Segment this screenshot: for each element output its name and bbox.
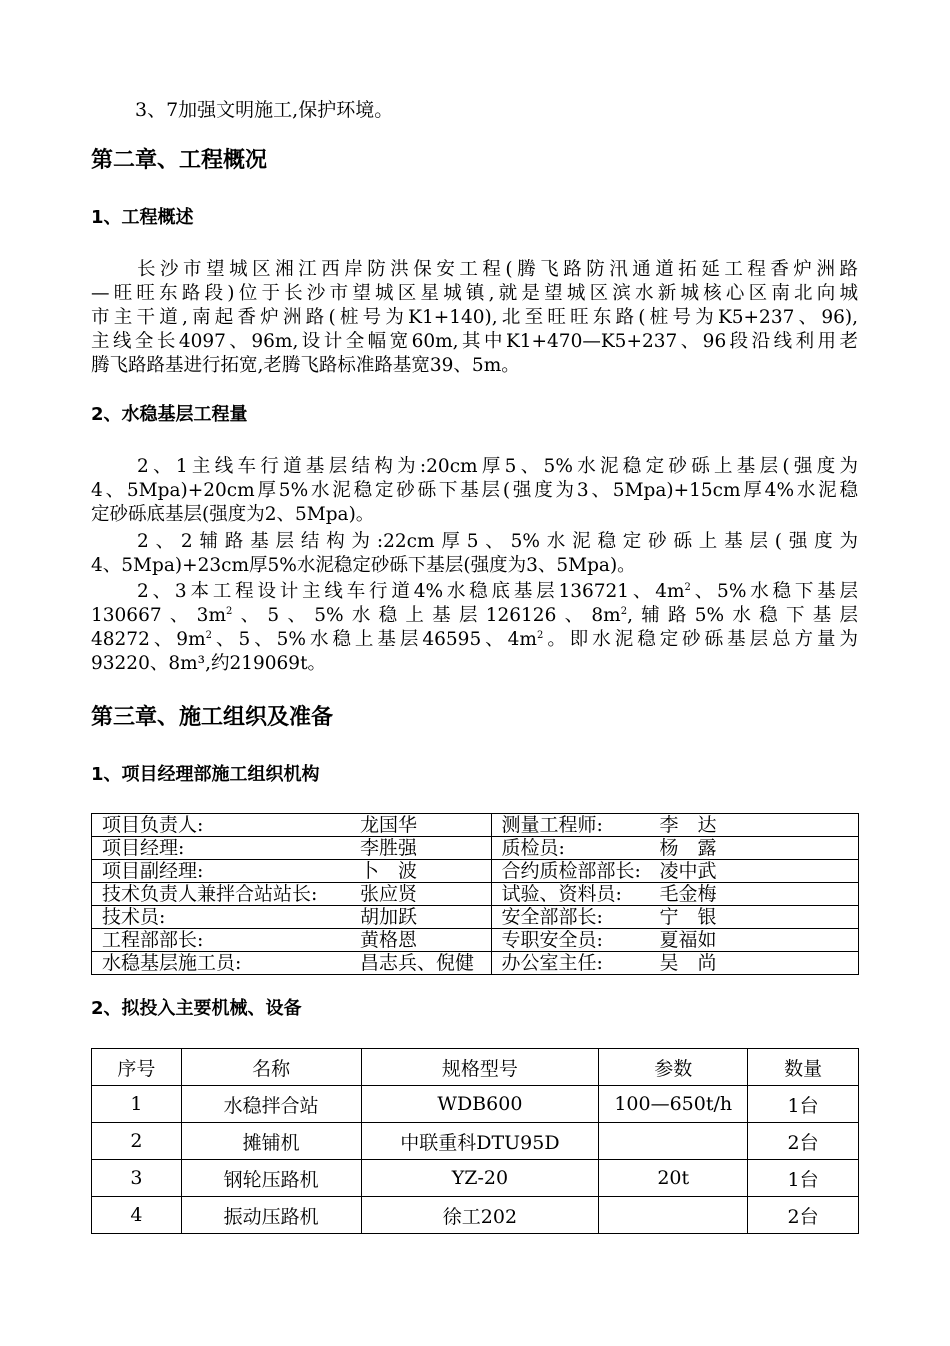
table-cell: 水稳拌合站: [181, 1086, 361, 1123]
person-name: 张应贤: [360, 883, 418, 905]
staff-row: [92, 837, 859, 860]
role-label: 质检员:: [501, 837, 565, 859]
person-name: 昌志兵、倪健: [360, 952, 475, 974]
organization-table: [91, 813, 859, 975]
overview-line: 市主干道,南起香炉洲路(桩号为K1+140),北至旺旺东路(桩号为K5+237、96),: [91, 307, 858, 328]
overview-line: —旺旺东路段)位于长沙市望城区星城镇,就是望城区滨水新城核心区南北向城: [91, 283, 858, 304]
section-3-1-title: 1、项目经理部施工组织机构: [91, 764, 320, 785]
role-label: 试验、资料员:: [501, 883, 622, 905]
table-cell: 钢轮压路机: [181, 1160, 361, 1197]
person-name: 黄格恩: [360, 929, 418, 951]
equipment-table: [91, 1048, 859, 1234]
overview-line: 腾飞路路基进行拓宽,老腾飞路标准路基宽39、5m。: [91, 355, 520, 376]
overview-paragraph: [91, 258, 858, 378]
table-cell: 3: [92, 1160, 182, 1197]
paragraph-line: 4、5Mpa)+23cm厚5%水泥稳定砂砾下基层(强度为3、5Mpa)。: [91, 555, 636, 576]
table-cell: 2台: [748, 1123, 859, 1160]
table-cell: WDB600: [361, 1086, 599, 1123]
table-cell: 4: [92, 1197, 182, 1234]
column-header: 名称: [181, 1049, 361, 1086]
paragraph-line: 93220、8m³,约219069t。: [91, 653, 327, 674]
section-3-2-title: 2、拟投入主要机械、设备: [91, 998, 302, 1019]
staff-cell-left: [92, 906, 492, 929]
table-cell: 振动压路机: [181, 1197, 361, 1234]
table-cell: 徐工202: [361, 1197, 599, 1234]
table-cell: [599, 1123, 748, 1160]
table-cell: 1台: [748, 1160, 859, 1197]
column-header: 规格型号: [361, 1049, 599, 1086]
table-cell: 中联重科DTU95D: [361, 1123, 599, 1160]
table-cell: 1台: [748, 1086, 859, 1123]
equipment-header-row: [92, 1049, 859, 1086]
chapter-3-title: 第三章、施工组织及准备: [91, 705, 334, 730]
section-2-1-title: 1、工程概述: [91, 207, 194, 228]
person-name: 李胜强: [360, 837, 418, 859]
table-row: [92, 1086, 859, 1123]
person-name: 龙国华: [360, 814, 418, 836]
role-label: 项目负责人:: [102, 814, 204, 836]
chapter-2-title: 第二章、工程概况: [91, 148, 268, 173]
staff-cell-left: [92, 837, 492, 860]
person-name: 李 达: [659, 814, 717, 836]
role-label: 技术负责人兼拌合站站长:: [102, 883, 318, 905]
role-label: 项目经理:: [102, 837, 185, 859]
person-name: 卜 波: [360, 860, 418, 882]
role-label: 合约质检部部长:: [501, 860, 641, 882]
staff-cell-right: [491, 814, 858, 837]
staff-cell-left: [92, 929, 492, 952]
paragraph-line: 2、2辅路基层结构为:22cm厚5、5%水泥稳定砂砾上基层(强度为: [137, 531, 858, 552]
staff-row: [92, 929, 859, 952]
table-cell: 1: [92, 1086, 182, 1123]
staff-row: [92, 860, 859, 883]
table-cell: 2: [92, 1123, 182, 1160]
column-header: 序号: [92, 1049, 182, 1086]
base-structure-paragraph-2: [91, 530, 858, 578]
paragraph-line: 130667、$3m^2$、5、5%水稳上基层126126、$8m^2$,辅路5%水稳下基层: [91, 605, 858, 626]
intro-line: 3、7加强文明施工,保护环境。: [135, 99, 394, 121]
table-cell: YZ-20: [361, 1160, 599, 1197]
table-row: [92, 1160, 859, 1197]
person-name: 胡加跃: [360, 906, 418, 928]
staff-row: [92, 814, 859, 837]
table-row: [92, 1197, 859, 1234]
person-name: 毛金梅: [659, 883, 717, 905]
paragraph-line: 定砂砾底基层(强度为2、5Mpa)。: [91, 504, 375, 525]
person-name: 吴 尚: [659, 952, 717, 974]
role-label: 技术员:: [102, 906, 166, 928]
section-2-2-title: 2、水稳基层工程量: [91, 404, 248, 425]
table-row: [92, 1123, 859, 1160]
paragraph-line: 4、5Mpa)+20cm厚5%水泥稳定砂砾下基层(强度为3、5Mpa)+15cm厚4%水泥稳: [91, 480, 858, 501]
overview-line: 长沙市望城区湘江西岸防洪保安工程(腾飞路防汛通道拓延工程香炉洲路: [137, 259, 858, 280]
person-name: 杨 露: [659, 837, 717, 859]
role-label: 办公室主任:: [501, 952, 603, 974]
staff-row: [92, 952, 859, 975]
paragraph-line: 48272、$9m^2$、5、5%水稳上基层46595、$4m^2$。即水泥稳定砂砾基层总方量为: [91, 629, 858, 650]
role-label: 水稳基层施工员:: [102, 952, 242, 974]
staff-row: [92, 883, 859, 906]
role-label: 工程部部长:: [102, 929, 204, 951]
person-name: 凌中武: [659, 860, 717, 882]
role-label: 安全部部长:: [501, 906, 603, 928]
paragraph-line: 2、1主线车行道基层结构为:20cm厚5、5%水泥稳定砂砾上基层(强度为: [137, 456, 858, 477]
table-cell: 摊铺机: [181, 1123, 361, 1160]
quantity-paragraph: [91, 580, 858, 676]
staff-cell-right: [491, 952, 858, 975]
staff-row: [92, 906, 859, 929]
overview-line: 主线全长4097、96m,设计全幅宽60m,其中K1+470—K5+237、96段沿线利用老: [91, 331, 858, 352]
staff-cell-right: [491, 883, 858, 906]
staff-cell-left: [92, 883, 492, 906]
staff-cell-left: [92, 952, 492, 975]
table-cell: 20t: [599, 1160, 748, 1197]
staff-cell-right: [491, 860, 858, 883]
base-structure-paragraph-1: [91, 455, 858, 527]
column-header: 数量: [748, 1049, 859, 1086]
staff-cell-left: [92, 860, 492, 883]
person-name: 宁 银: [659, 906, 717, 928]
role-label: 测量工程师:: [501, 814, 603, 836]
staff-cell-right: [491, 906, 858, 929]
table-cell: [599, 1197, 748, 1234]
staff-cell-left: [92, 814, 492, 837]
role-label: 专职安全员:: [501, 929, 603, 951]
person-name: 夏福如: [659, 929, 717, 951]
staff-cell-right: [491, 929, 858, 952]
paragraph-line: 2、3本工程设计主线车行道4%水稳底基层136721、$4m^2$、5%水稳下基层: [137, 581, 858, 602]
column-header: 参数: [599, 1049, 748, 1086]
table-cell: 2台: [748, 1197, 859, 1234]
table-cell: 100—650t/h: [599, 1086, 748, 1123]
role-label: 项目副经理:: [102, 860, 204, 882]
staff-cell-right: [491, 837, 858, 860]
